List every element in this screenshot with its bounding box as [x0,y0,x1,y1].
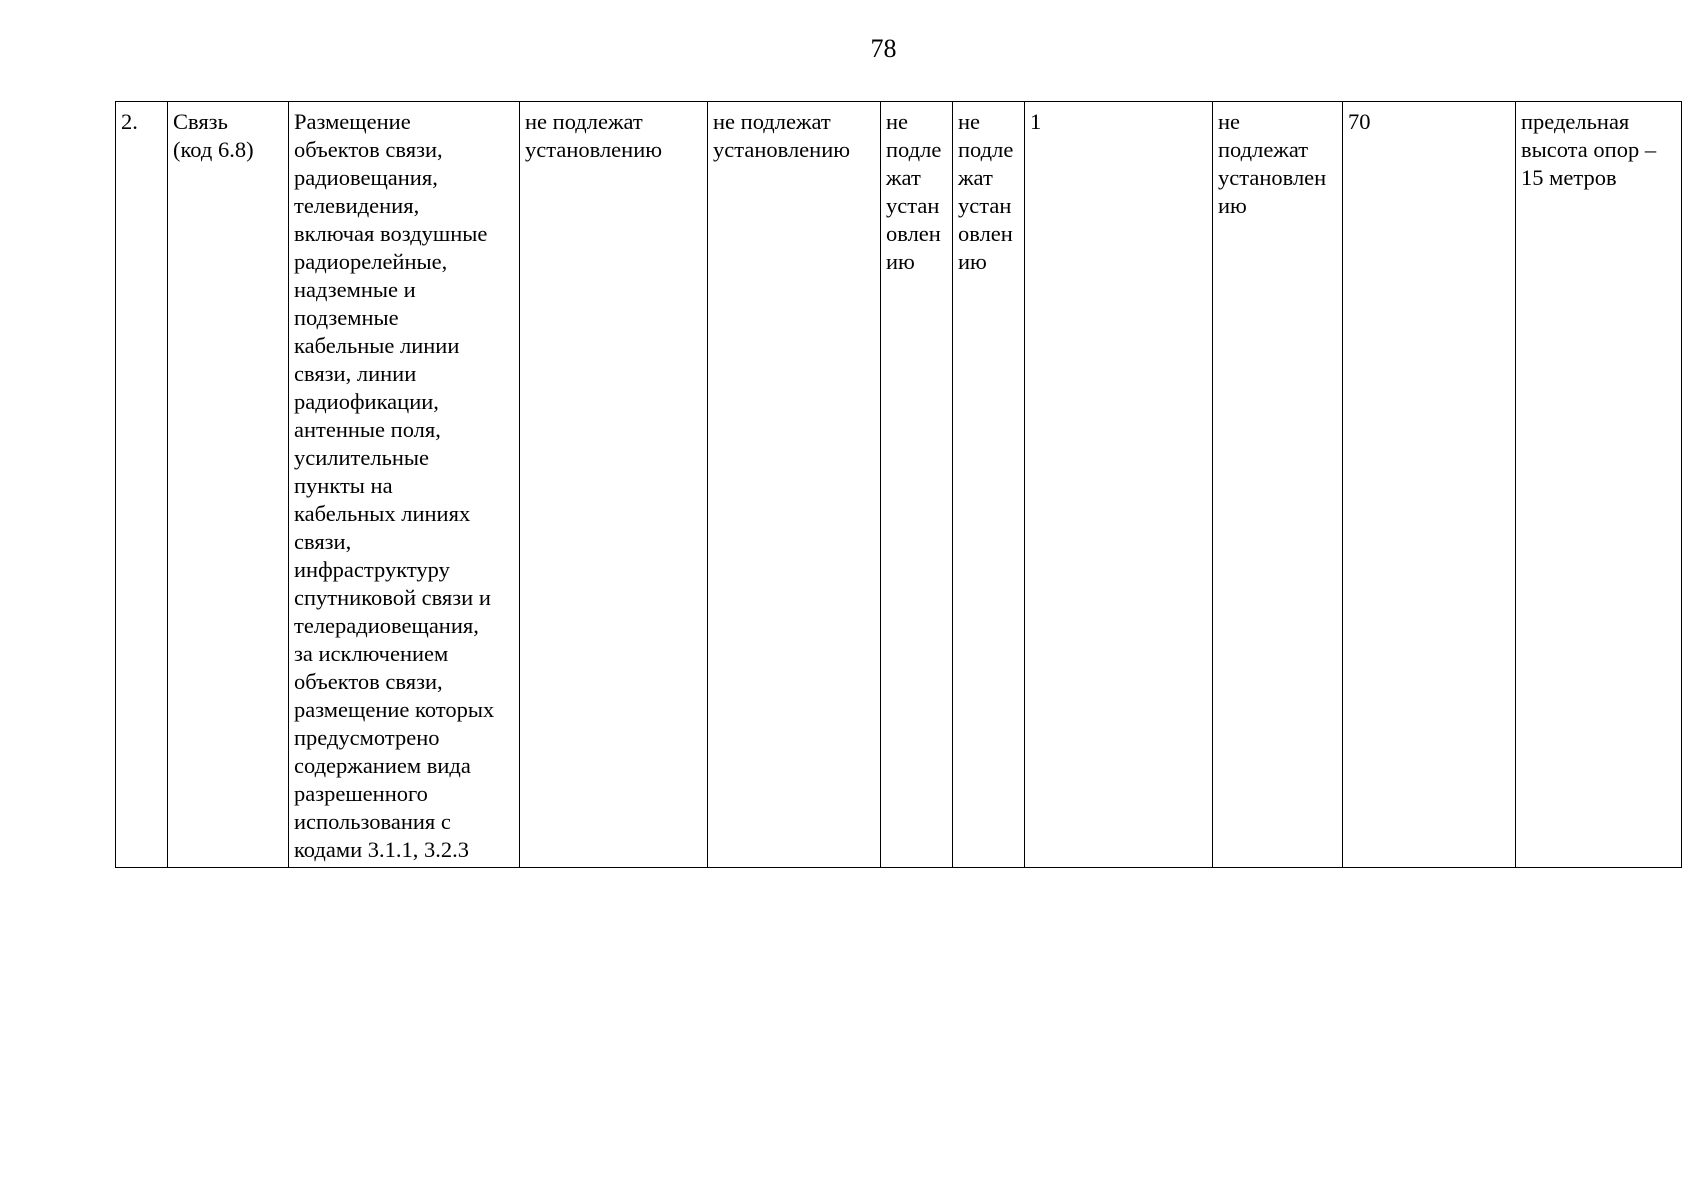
page-number: 78 [870,34,897,63]
col10-text: 70 [1348,109,1371,134]
cell-use-type [168,102,289,868]
cell-use-description [289,102,520,868]
cell-col6 [881,102,953,868]
cell-col4 [520,102,708,868]
cell-col10 [1343,102,1516,868]
cell-col5 [708,102,881,868]
table-row [116,102,1682,868]
col11-text: предельная высота опор – 15 метров [1521,109,1657,190]
use-type-text: Связь (код 6.8) [173,109,254,162]
col5-text: не подлежат установлению [713,109,851,162]
col6-text: не подле жат устан овлен ию [886,109,942,274]
use-description-text: Размещение объектов связи, радиовещания, телевидения, включая воздушные радиорелейные, надземные и подземные кабельные линии связи, линии радиофикации, антенные поля, усилительные пункты на кабельных линиях связи, инфраструктуру спутниковой связи и телерадиовещания, за исключением объектов связи, размещение которых предусмотрено содержанием вида разрешенного использования с кодами 3.1.1, 3.2.3 [294,109,495,862]
col4-text: не подлежат установлению [525,109,663,162]
zoning-regulations-table [115,101,1682,868]
cell-col7 [953,102,1025,868]
cell-col11 [1516,102,1682,868]
cell-col8 [1025,102,1213,868]
col8-text: 1 [1030,109,1042,134]
col7-text: не подле жат устан овлен ию [958,109,1014,274]
row-number-text: 2. [121,109,138,134]
cell-row-number [116,102,168,868]
col9-text: не подлежат установлен ию [1218,109,1327,218]
cell-col9 [1213,102,1343,868]
